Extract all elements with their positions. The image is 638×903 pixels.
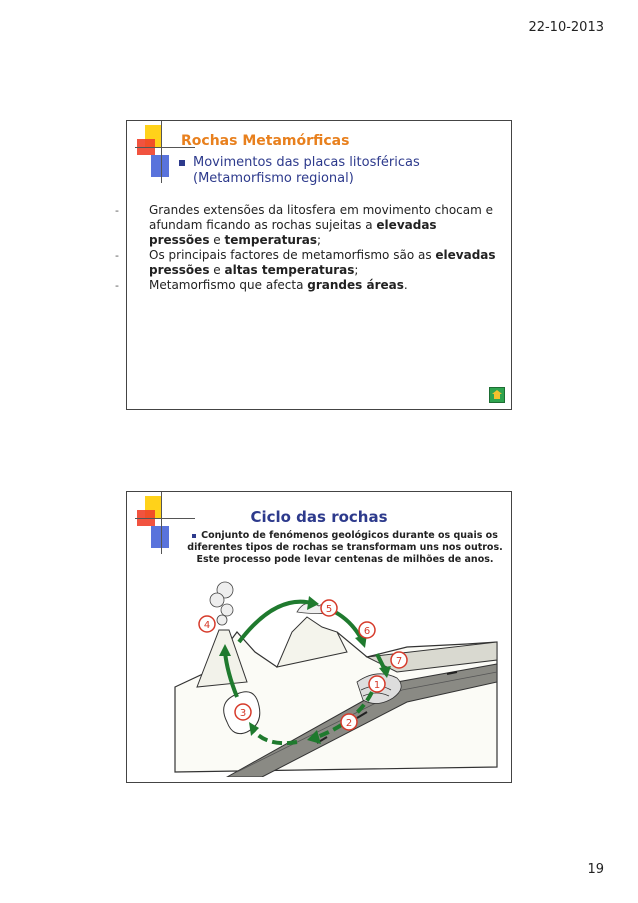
item-text: .	[403, 278, 408, 292]
item-text: ;	[317, 233, 322, 247]
item-text: Metamorfismo que afecta	[149, 278, 308, 292]
subtitle-line-1: Movimentos das placas litosféricas	[193, 155, 420, 170]
page-number: 19	[587, 862, 604, 877]
svg-text:5: 5	[325, 604, 333, 615]
figure-label-7	[391, 652, 407, 668]
slide-title: Ciclo das rochas	[250, 508, 388, 526]
svg-text:2: 2	[345, 718, 353, 729]
dash-bullet: -	[115, 249, 119, 262]
dash-bullet: -	[115, 204, 119, 217]
slide-rochas-metamorficas	[115, 120, 512, 410]
slide-subtitle	[179, 155, 499, 187]
figure-label-5	[321, 600, 337, 616]
item-bold: grandes áreas	[307, 278, 404, 292]
list-item	[115, 278, 511, 293]
list-item	[115, 203, 511, 248]
description-line-1: Conjunto de fenómenos geológicos durante os quais os	[201, 530, 498, 541]
description-line-3: Este processo pode levar centenas de milhões de anos.	[196, 554, 494, 565]
figure-label-6	[359, 622, 375, 638]
item-bold: altas temperaturas	[224, 263, 355, 277]
home-icon[interactable]	[489, 387, 505, 403]
slide-title: Rochas Metamórficas	[181, 133, 350, 149]
figure-label-1	[369, 676, 385, 692]
figure-label-3	[235, 704, 251, 720]
list-item	[115, 248, 511, 278]
svg-text:6: 6	[363, 626, 371, 637]
slide-ciclo-das-rochas	[126, 491, 512, 783]
item-bold: elevadas pressões	[149, 248, 496, 277]
item-text: e	[209, 263, 225, 277]
svg-text:1: 1	[373, 680, 381, 691]
square-bullet-icon	[179, 160, 185, 166]
item-text: Os principais factores de metamorfismo são as	[149, 248, 436, 262]
item-bold: temperaturas	[224, 233, 318, 247]
item-text: Grandes extensões da litosfera em movimento chocam e afundam ficando as rochas sujeitas a	[149, 203, 494, 232]
description-line-2: diferentes tipos de rochas se transformam uns nos outros.	[187, 542, 503, 553]
rock-cycle-illustration	[167, 572, 503, 777]
square-bullet-icon	[192, 534, 196, 538]
figure-label-2	[341, 714, 357, 730]
page-date: 22-10-2013	[528, 20, 604, 35]
item-bold: elevadas pressões	[149, 218, 437, 247]
bullet-list	[115, 203, 511, 293]
item-text: ;	[354, 263, 359, 277]
slide-description	[185, 530, 505, 566]
subtitle-line-2: (Metamorfismo regional)	[193, 171, 354, 186]
item-text: e	[209, 233, 225, 247]
figure-label-4	[199, 616, 215, 632]
svg-text:4: 4	[203, 620, 211, 631]
dash-bullet: -	[115, 279, 119, 292]
svg-text:7: 7	[395, 656, 403, 667]
svg-text:3: 3	[239, 708, 247, 719]
